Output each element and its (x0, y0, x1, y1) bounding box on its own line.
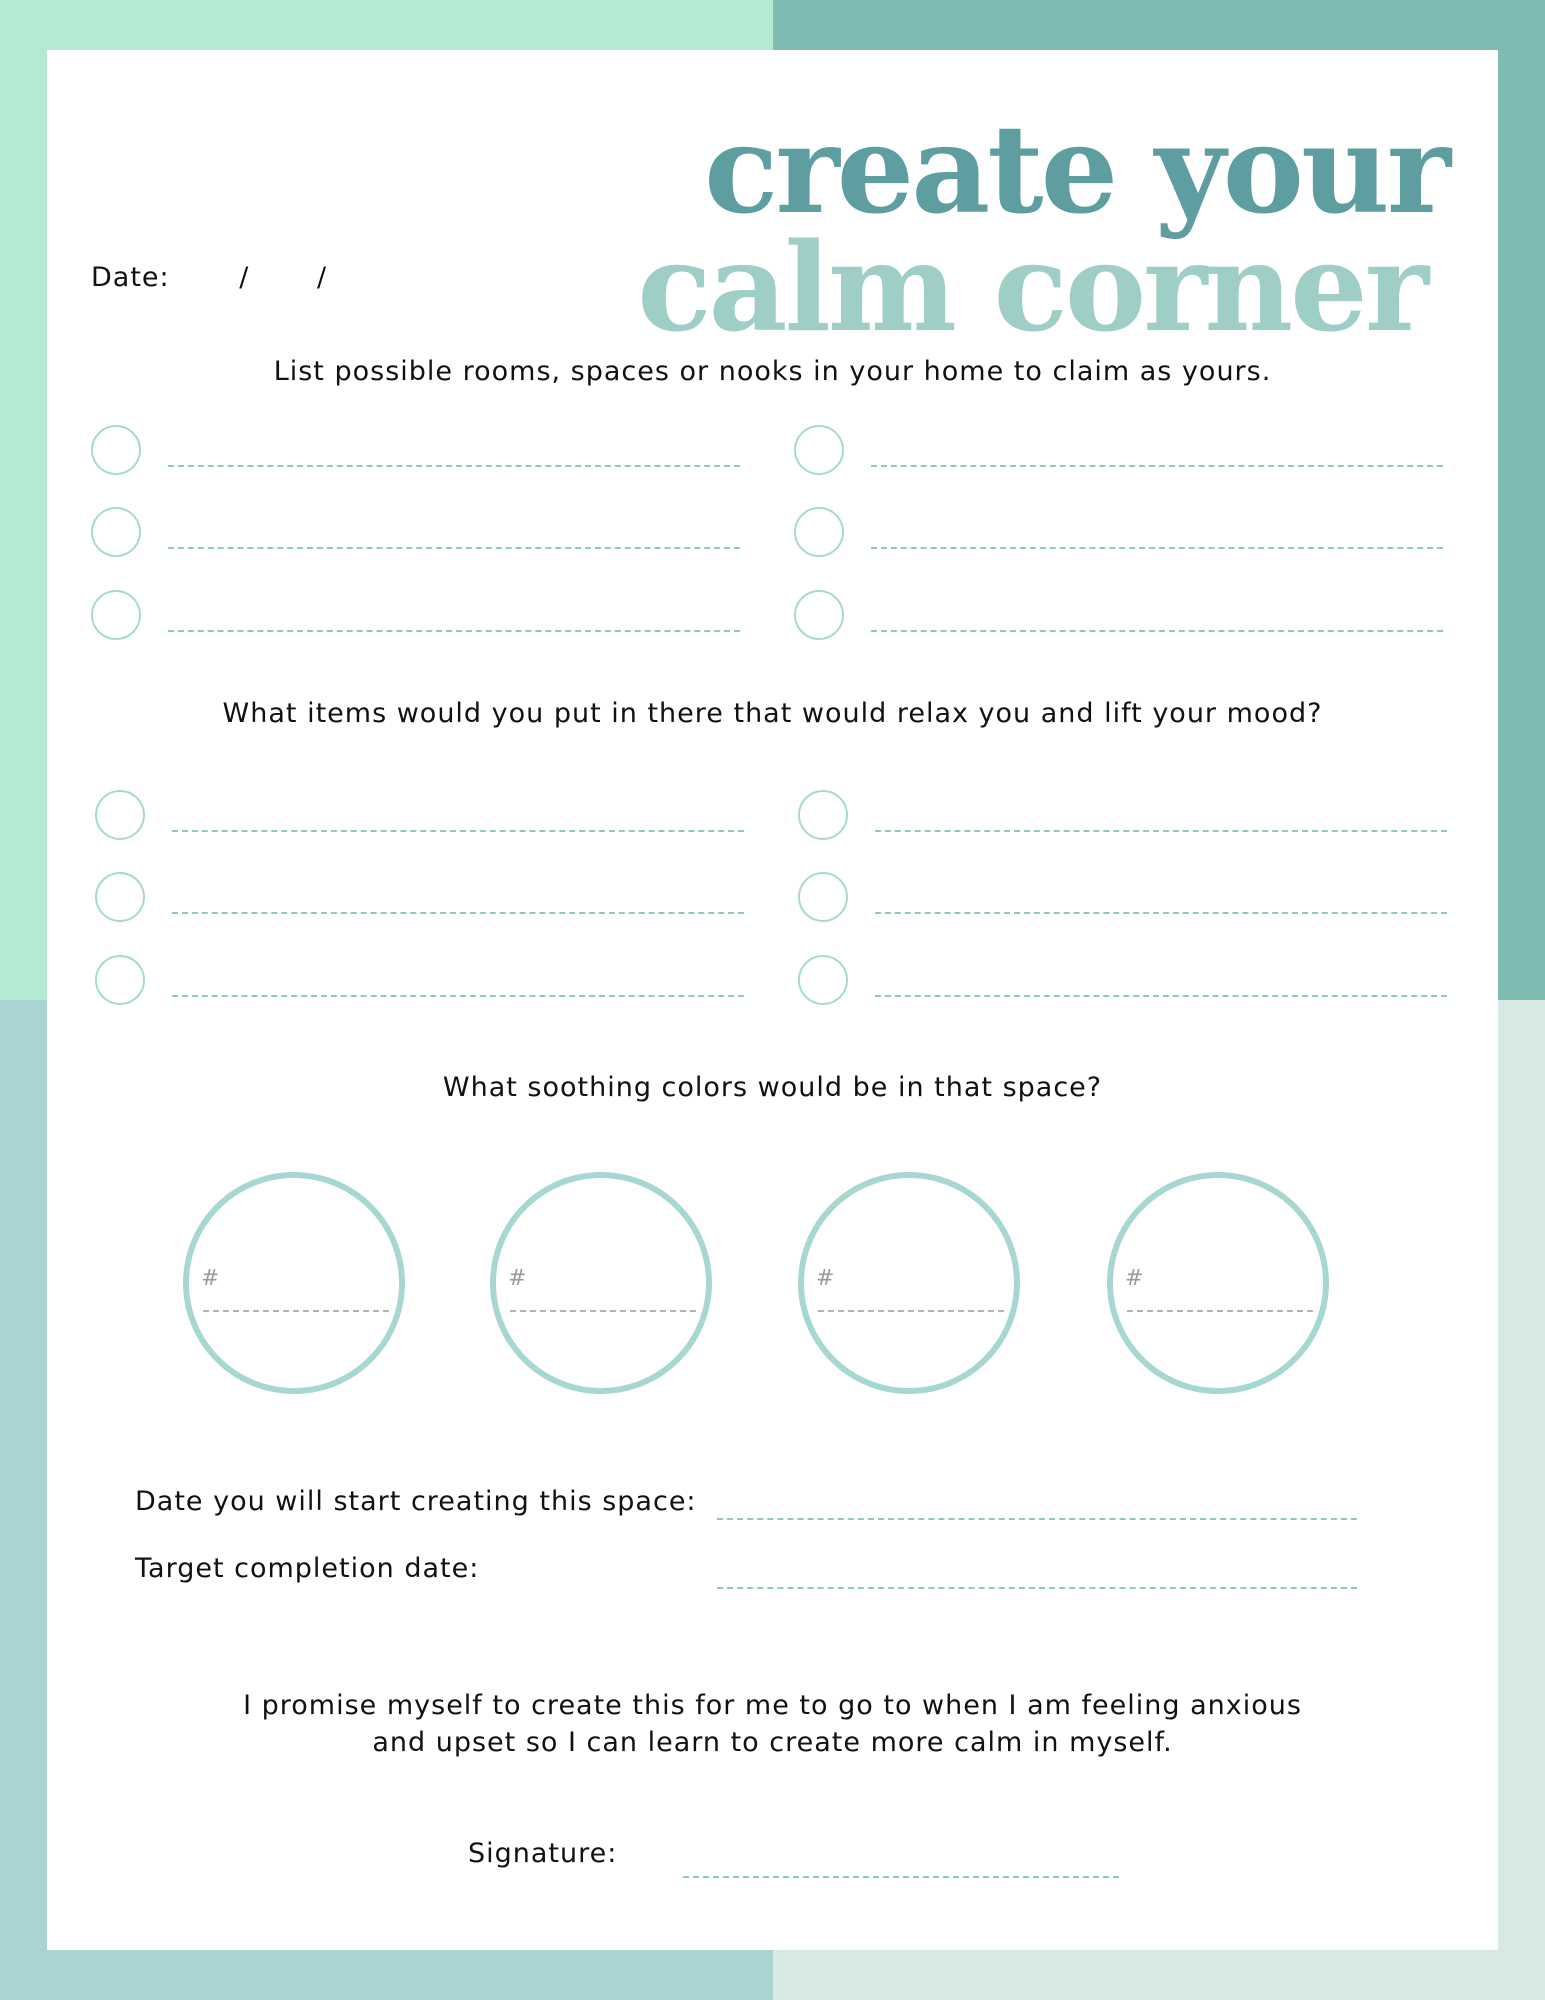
write-line[interactable] (875, 830, 1447, 832)
write-line[interactable] (871, 465, 1443, 467)
checkbox-circle[interactable] (798, 790, 848, 840)
write-line[interactable] (172, 830, 744, 832)
write-line[interactable] (168, 630, 740, 632)
checkbox-circle[interactable] (798, 955, 848, 1005)
hex-prefix: # (816, 1266, 835, 1291)
write-line[interactable] (172, 995, 744, 997)
target-date-label: Target completion date: (135, 1553, 480, 1584)
date-separator-1: / (239, 262, 250, 293)
hex-write-line[interactable] (1127, 1310, 1313, 1312)
hex-prefix: # (201, 1266, 220, 1291)
write-line[interactable] (871, 547, 1443, 549)
hex-write-line[interactable] (818, 1310, 1004, 1312)
date-field (91, 262, 327, 293)
write-line[interactable] (168, 547, 740, 549)
hex-write-line[interactable] (203, 1310, 389, 1312)
hex-prefix: # (1125, 1266, 1144, 1291)
date-separator-2: / (316, 262, 328, 293)
items-prompt: What items would you put in there that would relax you and lift your mood? (222, 698, 1323, 729)
title-line-2: calm corner (637, 215, 1426, 359)
checkbox-circle[interactable] (95, 872, 145, 922)
start-date-line[interactable] (717, 1518, 1357, 1520)
write-line[interactable] (871, 630, 1443, 632)
color-swatch[interactable] (183, 1172, 405, 1394)
signature-label: Signature: (468, 1838, 618, 1869)
color-swatch[interactable] (1107, 1172, 1329, 1394)
places-prompt: List possible rooms, spaces or nooks in your home to claim as yours. (273, 356, 1272, 387)
checkbox-circle[interactable] (794, 425, 844, 475)
hex-write-line[interactable] (510, 1310, 696, 1312)
checkbox-circle[interactable] (91, 507, 141, 557)
worksheet (47, 50, 1498, 1950)
write-line[interactable] (168, 465, 740, 467)
colors-prompt: What soothing colors would be in that space? (442, 1072, 1103, 1103)
checkbox-circle[interactable] (95, 790, 145, 840)
color-swatch[interactable] (798, 1172, 1020, 1394)
target-date-line[interactable] (717, 1587, 1357, 1589)
write-line[interactable] (875, 995, 1447, 997)
date-label: Date: (91, 262, 170, 293)
write-line[interactable] (172, 912, 744, 914)
title-line-1: create your (704, 97, 1448, 241)
write-line[interactable] (875, 912, 1447, 914)
signature-line[interactable] (683, 1876, 1119, 1878)
checkbox-circle[interactable] (794, 507, 844, 557)
checkbox-circle[interactable] (798, 872, 848, 922)
promise-line-1: I promise myself to create this for me to go to when I am feeling anxious (243, 1690, 1302, 1721)
checkbox-circle[interactable] (794, 590, 844, 640)
checkbox-circle[interactable] (91, 590, 141, 640)
start-date-label: Date you will start creating this space: (135, 1486, 697, 1517)
color-swatch[interactable] (490, 1172, 712, 1394)
checkbox-circle[interactable] (95, 955, 145, 1005)
promise-line-2: and upset so I can learn to create more calm in myself. (372, 1727, 1173, 1758)
hex-prefix: # (508, 1266, 527, 1291)
checkbox-circle[interactable] (91, 425, 141, 475)
